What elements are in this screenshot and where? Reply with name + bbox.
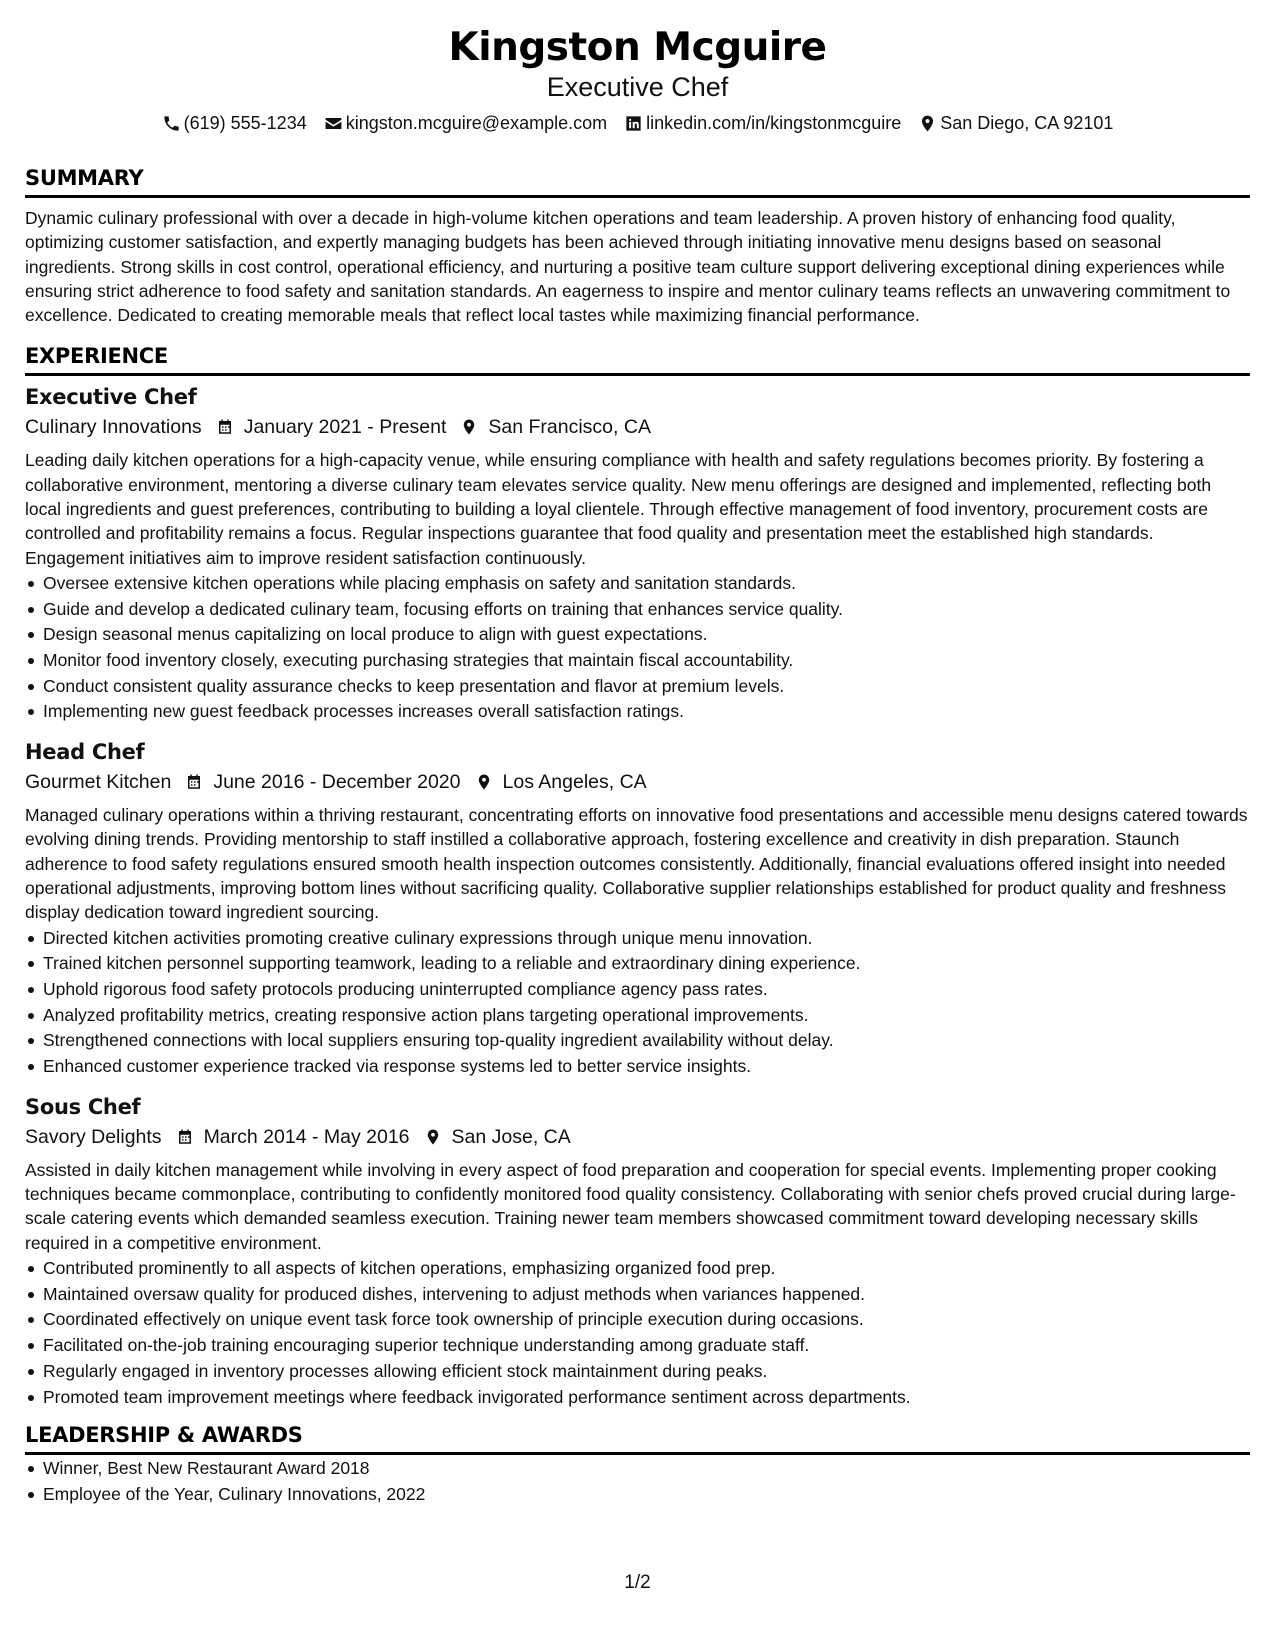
awards-section [25,1422,1250,1507]
section-heading: SUMMARY [25,165,1250,198]
list-item: Analyzed profitability metrics, creating responsive action plans targeting operational improvements. [25,1003,1250,1029]
job-location: San Jose, CA [451,1125,571,1148]
candidate-title: Executive Chef [546,72,729,102]
page-number: 1/2 [624,1572,651,1593]
contact-bar [25,111,1250,135]
job-location: Los Angeles, CA [502,771,647,794]
list-item: Trained kitchen personnel supporting teamwork, leading to a reliable and extraordinary dining experience. [25,951,1250,977]
section-heading: EXPERIENCE [25,343,1250,376]
job-dates: June 2016 - December 2020 [213,771,461,794]
resume-header [25,24,1250,135]
linkedin-url[interactable]: linkedin.com/in/kingstonmcguire [646,113,902,133]
map-pin-icon [918,114,937,133]
map-pin-icon [424,1128,442,1146]
company-name: Gourmet Kitchen [25,771,172,794]
phone-icon [162,114,181,133]
job-bullets [25,1256,1250,1410]
job-bullets [25,571,1250,725]
list-item: Facilitated on-the-job training encouraging superior technique understanding among graduate staff. [25,1333,1250,1359]
list-item: Uphold rigorous food safety protocols producing uninterrupted compliance agency pass rates. [25,977,1250,1003]
job-description: Leading daily kitchen operations for a high-capacity venue, while ensuring compliance with health and safety regulations becomes priority. By fostering a collaborative environment, mentoring a diverse culinary team elevates service quality. New menu offerings are designed and implemented, reflecting both local ingredients and guest preferences, contributing to building a loyal clientele. Through effective management of food inventory, procurement costs are controlled and profitability remains a focus. Regular inspections guarantee that food quality and presentation meet the established high standards. Engagement initiatives aim to improve resident satisfaction continuously. [25,450,1212,568]
list-item: Contributed prominently to all aspects of kitchen operations, emphasizing organized food prep. [25,1256,1250,1282]
list-item: Design seasonal menus capitalizing on local produce to align with guest expectations. [25,622,1250,648]
job-entry [25,1092,1250,1410]
job-title: Head Chef [25,740,145,765]
job-dates: March 2014 - May 2016 [203,1125,410,1148]
calendar-icon [185,773,203,791]
map-pin-icon [475,773,493,791]
contact-location [918,111,1113,135]
envelope-icon [324,114,343,133]
job-title: Sous Chef [25,1094,141,1119]
list-item: Winner, Best New Restaurant Award 2018 [25,1456,1250,1482]
list-item: Implementing new guest feedback processes increases overall satisfaction ratings. [25,699,1250,725]
contact-linkedin[interactable] [624,111,901,135]
contact-phone [162,111,307,135]
awards-list [25,1456,1250,1507]
summary-paragraph: Dynamic culinary professional with over a decade in high-volume kitchen operations and team leadership. A proven history of enhancing food quality, optimizing customer satisfaction, and expertly managing budgets has been achieved through initiating innovative menu designs based on seasonal ingredients. Strong skills in cost control, operational efficiency, and nurturing a positive team culture support delivering exceptional dining experiences while ensuring strict adherence to food safety and sanitation standards. An eagerness to inspire and mentor culinary teams reflects an unwavering commitment to excellence. Dedicated to creating memorable meals that reflect local tastes while maximizing financial performance. [25,208,1231,326]
job-description: Assisted in daily kitchen management while involving in every aspect of food preparation and cooperation for special events. Implementing proper cooking techniques became commonplace, contributing to confidently monitored food quality consistency. Collaborating with senior chefs proved crucial during large-scale catering events which demanded seamless execution. Training newer team members showcased commitment toward developing necessary skills required in a competitive environment. [25,1159,1236,1253]
list-item: Maintained oversaw quality for produced dishes, intervening to adjust methods when variances happened. [25,1282,1250,1308]
resume-page [25,24,1250,1508]
list-item: Oversee extensive kitchen operations while placing emphasis on safety and sanitation standards. [25,571,1250,597]
section-heading: LEADERSHIP & AWARDS [25,1422,1250,1455]
company-name: Savory Delights [25,1125,162,1148]
job-meta [25,767,1250,797]
job-title: Executive Chef [25,385,197,410]
job-description: Managed culinary operations within a thriving restaurant, concentrating efforts on innovative food presentations and accessible menu designs catered towards evolving dining trends. Providing mentorship to staff instilled a collaborative approach, fostering excellence and creativity in dish preparation. Staunch adherence to food safety regulations ensured smooth health inspection outcomes consistently. Additionally, financial evaluations offered insight into needed operational adjustments, improving bottom lines without sacrificing quality. Collaborative supplier relationships established for product quality and freshness display dedication toward ingredient sourcing. [25,805,1248,923]
list-item: Guide and develop a dedicated culinary team, focusing efforts on training that enhances service quality. [25,597,1250,623]
list-item: Coordinated effectively on unique event task force took ownership of principle execution during occasions. [25,1307,1250,1333]
job-meta [25,412,1250,442]
list-item: Strengthened connections with local suppliers ensuring top-quality ingredient availability without delay. [25,1028,1250,1054]
job-dates: January 2021 - Present [243,416,447,439]
list-item: Enhanced customer experience tracked via response systems led to better service insights. [25,1054,1250,1080]
phone-number: (619) 555-1234 [183,113,307,133]
job-meta [25,1122,1250,1152]
linkedin-icon [624,114,643,133]
summary-section [25,165,1250,327]
job-bullets [25,926,1250,1080]
list-item: Promoted team improvement meetings where feedback invigorated performance sentiment across departments. [25,1385,1250,1411]
list-item: Regularly engaged in inventory processes allowing efficient stock maintainment during peaks. [25,1359,1250,1385]
job-entry [25,382,1250,725]
email-address[interactable]: kingston.mcguire@example.com [345,113,608,133]
candidate-name: Kingston Mcguire [448,25,827,70]
location-text: San Diego, CA 92101 [940,113,1114,133]
calendar-icon [176,1128,194,1146]
list-item: Employee of the Year, Culinary Innovations, 2022 [25,1482,1250,1508]
company-name: Culinary Innovations [25,416,202,439]
map-pin-icon [460,418,478,436]
contact-email[interactable] [324,111,607,135]
job-location: San Francisco, CA [488,416,651,439]
calendar-icon [216,418,234,436]
experience-section [25,343,1250,1410]
list-item: Conduct consistent quality assurance checks to keep presentation and flavor at premium levels. [25,674,1250,700]
job-entry [25,737,1250,1080]
list-item: Monitor food inventory closely, executing purchasing strategies that maintain fiscal accountability. [25,648,1250,674]
list-item: Directed kitchen activities promoting creative culinary expressions through unique menu innovation. [25,926,1250,952]
